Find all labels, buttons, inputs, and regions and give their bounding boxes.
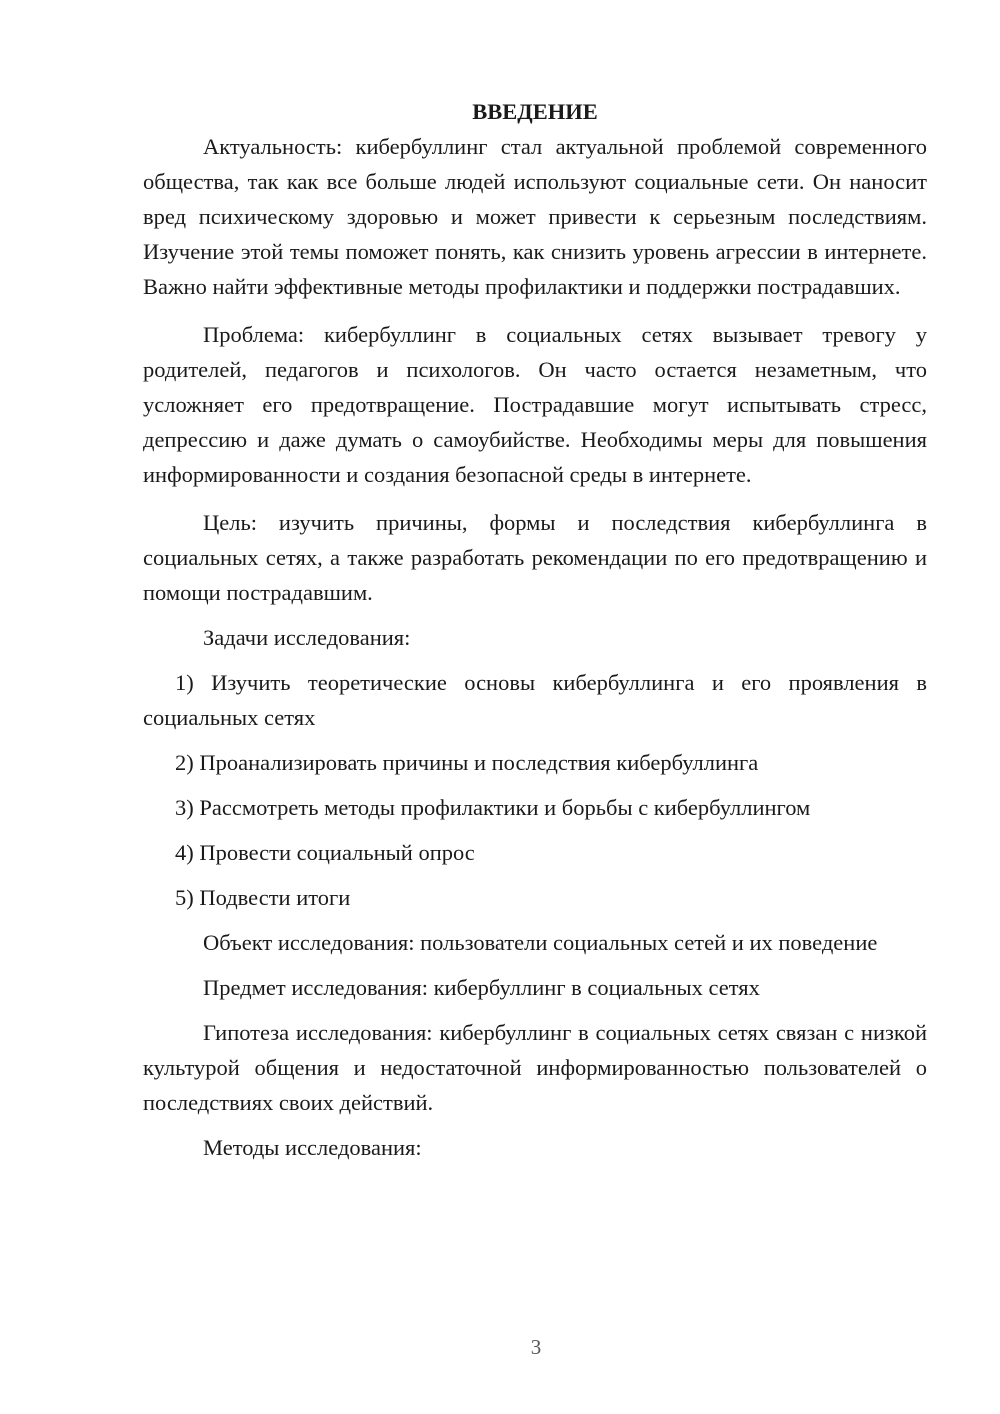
hypothesis-paragraph: Гипотеза исследования: кибербуллинг в социальных сетях связан с низкой культурой общения и недостаточной информированностью пользователей о последствиях своих действий. <box>143 1020 927 1115</box>
task-item-5: 5) Подвести итоги <box>175 885 351 910</box>
tasks-title: Задачи исследования: <box>203 625 411 650</box>
section-heading: ВВЕДЕНИЕ <box>472 99 598 124</box>
goal-paragraph: Цель: изучить причины, формы и последствия кибербуллинга в социальных сетях, а также разработать рекомендации по его предотвращению и помощи пострадавшим. <box>143 510 927 605</box>
subject-paragraph: Предмет исследования: кибербуллинг в социальных сетях <box>203 975 760 1000</box>
relevance-paragraph: Актуальность: кибербуллинг стал актуальной проблемой современного общества, так как все больше людей используют социальные сети. Он наносит вред психическому здоровью и может привести к серьезным последствиям. Изучение этой темы поможет понять, как снизить уровень агрессии в интернете. Важно найти эффективные методы профилактики и поддержки пострадавших. <box>143 134 927 299</box>
task-item-4: 4) Провести социальный опрос <box>175 840 475 865</box>
page-content <box>143 94 927 1165</box>
object-paragraph: Объект исследования: пользователи социальных сетей и их поведение <box>203 930 878 955</box>
task-item-1: 1) Изучить теоретические основы кибербуллинга и его проявления в социальных сетях <box>143 670 927 730</box>
page-number: 3 <box>530 1335 542 1359</box>
task-item-3: 3) Рассмотреть методы профилактики и борьбы с кибербуллингом <box>175 795 811 820</box>
task-item-2: 2) Проанализировать причины и последствия кибербуллинга <box>175 750 759 775</box>
problem-paragraph: Проблема: кибербуллинг в социальных сетях вызывает тревогу у родителей, педагогов и психологов. Он часто остается незаметным, что усложняет его предотвращение. Пострадавшие могут испытывать стресс, депрессию и даже думать о самоубийстве. Необходимы меры для повышения информированности и создания безопасной среды в интернете. <box>143 322 927 487</box>
methods-paragraph: Методы исследования: <box>203 1135 422 1160</box>
